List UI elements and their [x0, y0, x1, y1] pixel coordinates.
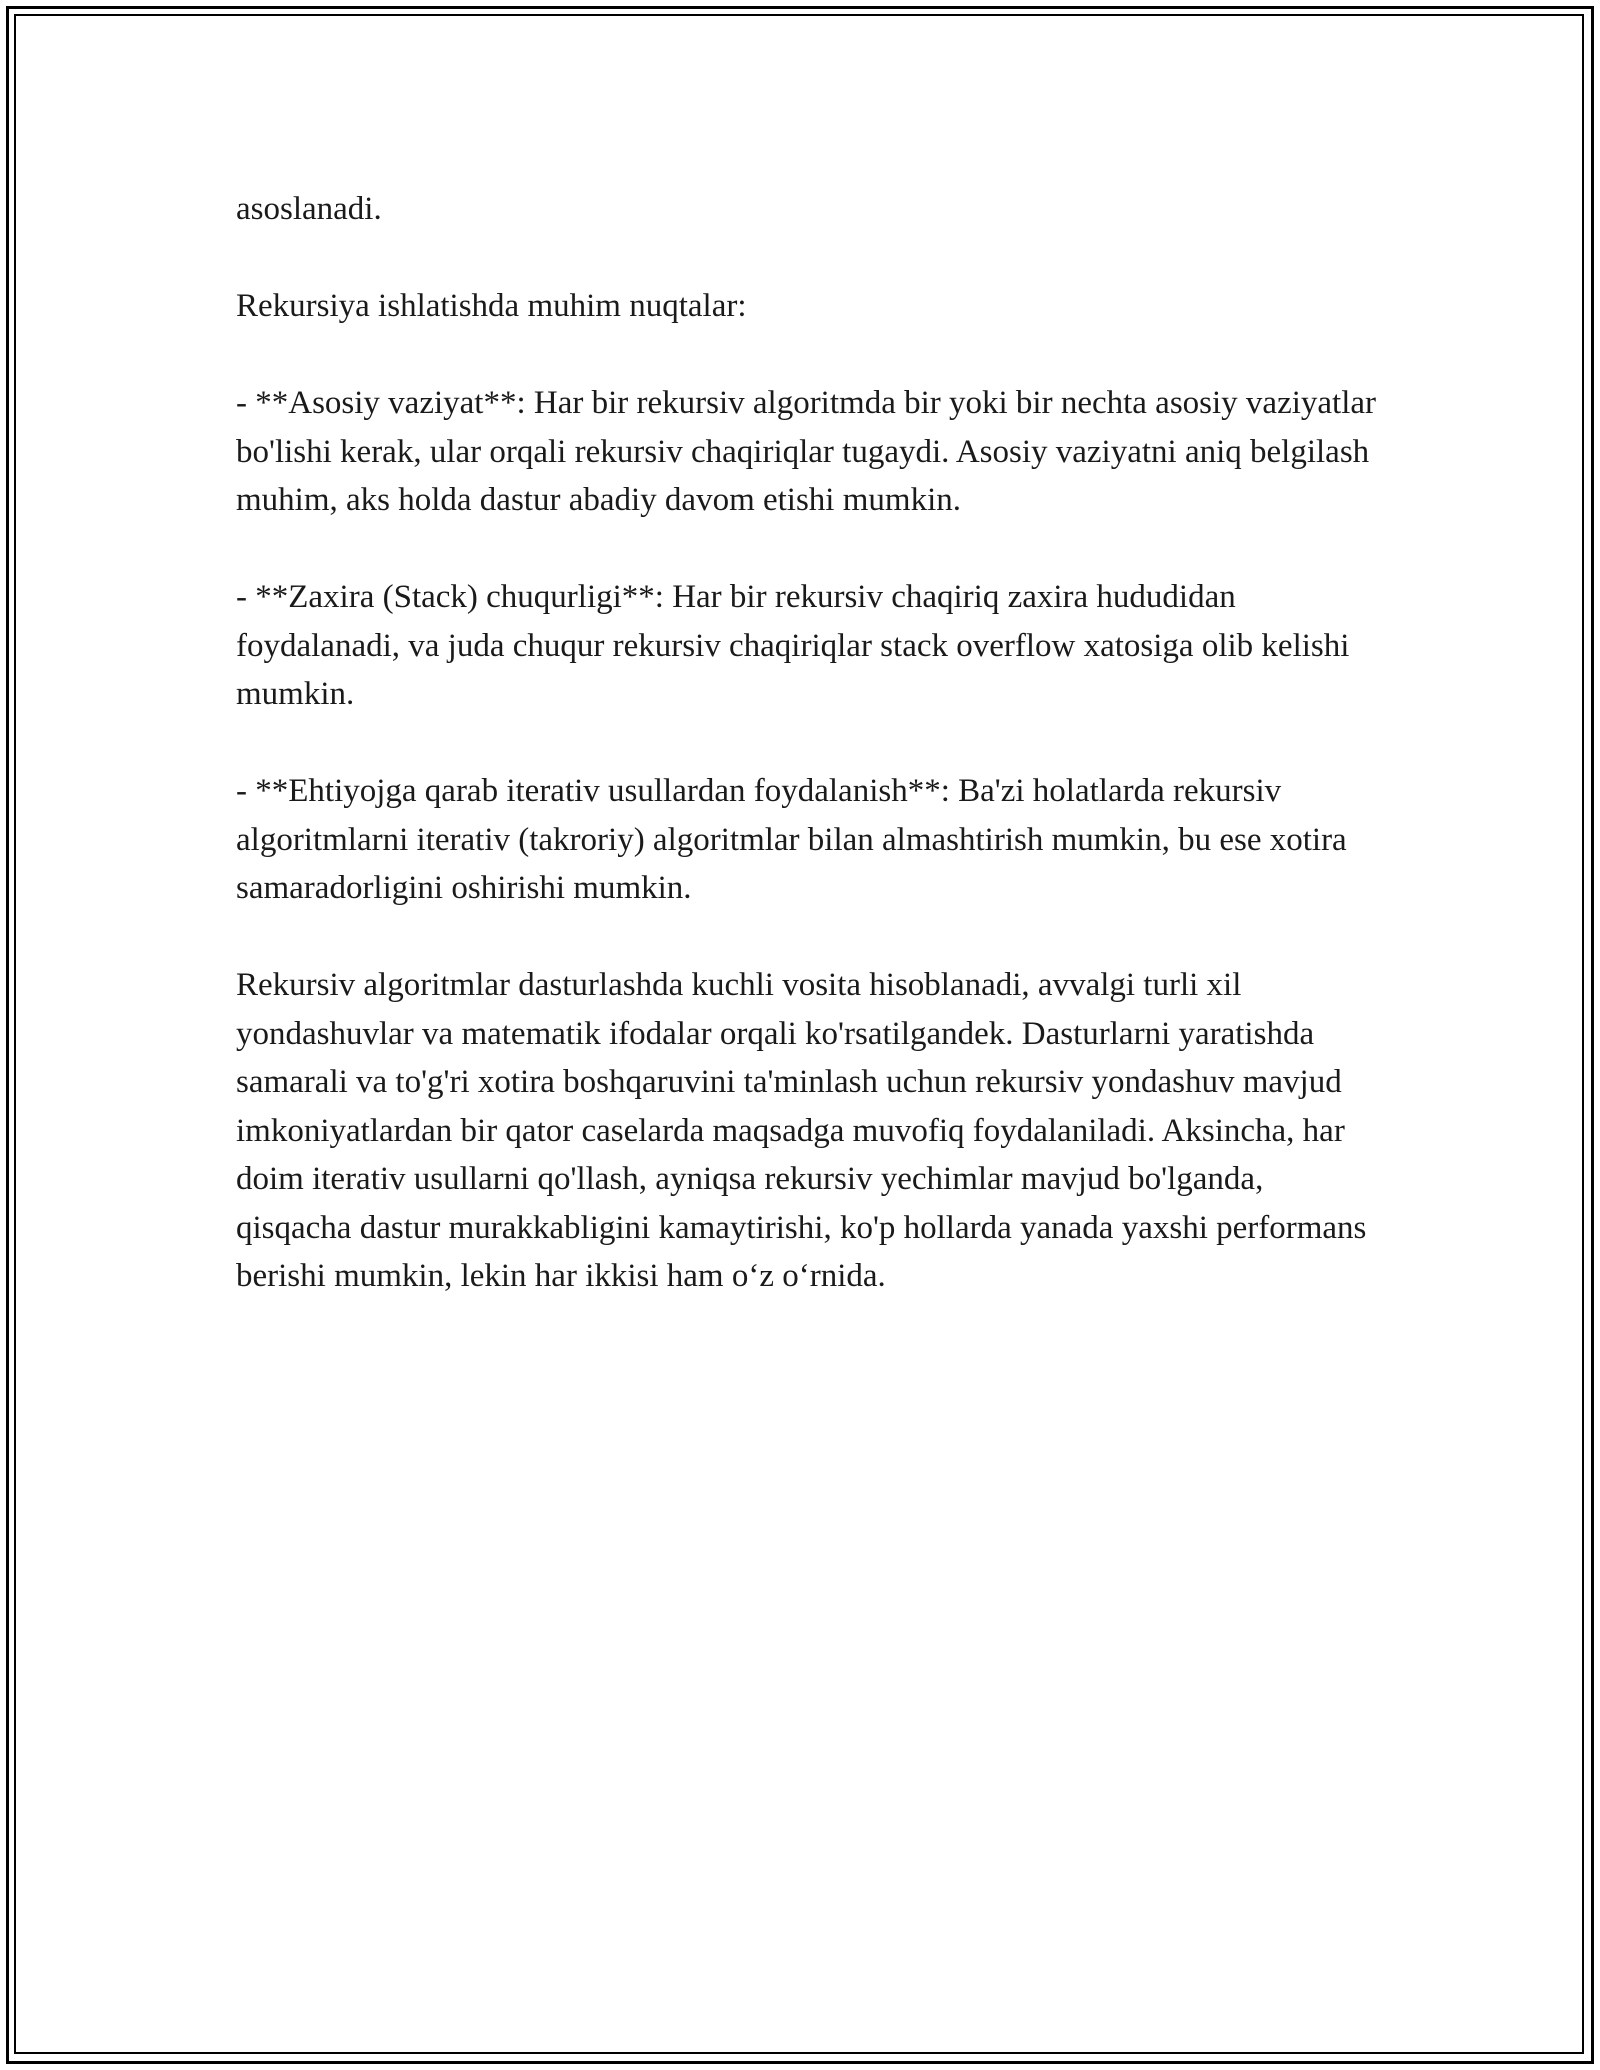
paragraph-iterative-methods: - **Ehtiyojga qarab iterativ usullardan foydalanish**: Ba'zi holatlarda rekursiv algoritmlarni iterativ (takroriy) algoritmlar bilan almashtirish mumkin, bu ese xotira samaradorligini oshirishi mumkin. — [236, 773, 1347, 906]
paragraph-continuation: asoslanadi. — [236, 191, 382, 227]
document-body — [236, 185, 1376, 1349]
paragraph-base-case: - **Asosiy vaziyat**: Har bir rekursiv algoritmda bir yoki bir nechta asosiy vaziyatlar bo'lishi kerak, ular orqali rekursiv chaqiriqlar tugaydi. Asosiy vaziyatni aniq belgilash muhim, aks holda dastur abadiy davom etishi mumkin. — [236, 385, 1377, 518]
paragraph-key-points-heading: Rekursiya ishlatishda muhim nuqtalar: — [236, 288, 747, 324]
paragraph-stack-depth: - **Zaxira (Stack) chuqurligi**: Har bir rekursiv chaqiriq zaxira hududidan foydalanadi, va juda chuqur rekursiv chaqiriqlar stack overflow xatosiga olib kelishi mumkin. — [236, 579, 1350, 712]
paragraph-conclusion: Rekursiv algoritmlar dasturlashda kuchli vosita hisoblanadi, avvalgi turli xil yondashuvlar va matematik ifodalar orqali ko'rsatilgandek. Dasturlarni yaratishda samarali va to'g'ri xotira boshqaruvini ta'minlash uchun rekursiv yondashuv mavjud imkoniyatlardan bir qator caselarda maqsadga muvofiq foydalaniladi. Aksincha, har doim iterativ usullarni qo'llash, ayniqsa rekursiv yechimlar mavjud bo'lganda, qisqacha dastur murakkabligini kamaytirishi, ko'p hollarda yanada yaxshi performans berishi mumkin, lekin har ikkisi ham o‘z o‘rnida. — [236, 967, 1367, 1294]
